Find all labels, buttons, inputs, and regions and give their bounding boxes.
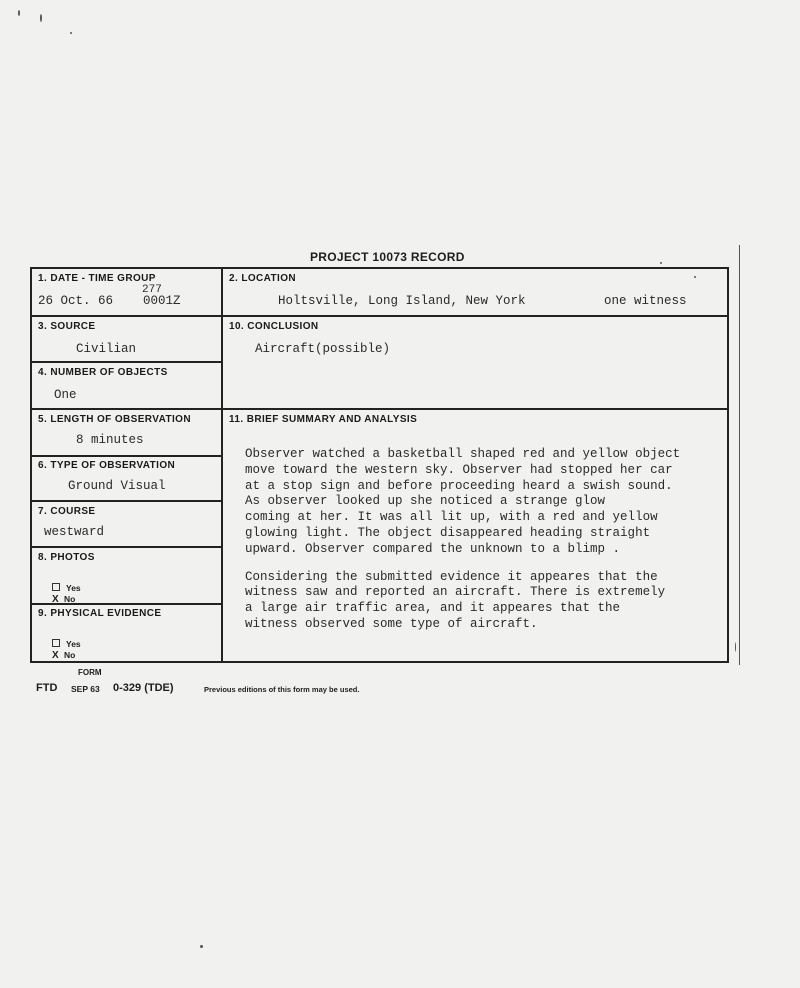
table-border-right bbox=[727, 267, 729, 663]
photos-label: 8. PHOTOS bbox=[38, 552, 95, 563]
form-title: PROJECT 10073 RECORD bbox=[310, 250, 465, 264]
row-divider bbox=[30, 455, 222, 457]
speck bbox=[735, 642, 736, 652]
conclusion-value: Aircraft(possible) bbox=[255, 342, 391, 356]
location-value: Holtsville, Long Island, New York bbox=[278, 294, 526, 308]
date-time-annotation: 277 bbox=[142, 284, 162, 296]
speck bbox=[18, 10, 20, 16]
speck bbox=[40, 14, 42, 22]
physical-no-checkbox: X bbox=[52, 650, 59, 661]
speck bbox=[694, 276, 696, 278]
type-obs-label: 6. TYPE OF OBSERVATION bbox=[38, 460, 176, 471]
physical-no-label: No bbox=[64, 650, 76, 660]
photos-no-label: No bbox=[64, 594, 76, 604]
footer-notice: Previous editions of this form may be used. bbox=[204, 685, 360, 694]
summary-paragraph-observation: Observer watched a basketball shaped red and yellow object move toward the western sky. Observer had stopped her car at a stop sign and before proceeding heard a swish sound. As observer looked up she noticed a strange glow coming at her. It was all lit up, with a red and yellow glowing light. The object disappeared heading straight upward. Observer compared the unknown to a blimp . bbox=[245, 447, 681, 556]
physical-label: 9. PHYSICAL EVIDENCE bbox=[38, 608, 162, 619]
physical-yes-label: Yes bbox=[66, 639, 81, 649]
physical-no-option bbox=[52, 645, 75, 663]
footer-date: SEP 63 bbox=[71, 684, 100, 694]
footer-form-number: 0-329 (TDE) bbox=[113, 682, 174, 694]
date-time-label: 1. DATE - TIME GROUP bbox=[38, 273, 156, 284]
footer-ftd: FTD bbox=[36, 682, 58, 694]
summary-label: 11. BRIEF SUMMARY AND ANALYSIS bbox=[229, 414, 418, 425]
table-border-top bbox=[30, 267, 729, 269]
photos-no-option bbox=[52, 589, 75, 607]
right-margin-line bbox=[739, 245, 740, 665]
length-label: 5. LENGTH OF OBSERVATION bbox=[38, 414, 191, 425]
speck bbox=[660, 262, 662, 264]
speck bbox=[70, 32, 72, 34]
summary-paragraph-analysis: Considering the submitted evidence it appeares that the witness saw and reported an aircraft. There is extremely a large air traffic area, and it appeares that the witness observed some type of aircraft. bbox=[245, 569, 666, 631]
row-divider bbox=[30, 500, 222, 502]
photos-yes-label: Yes bbox=[66, 583, 81, 593]
speck bbox=[200, 945, 203, 948]
footer-form-word: FORM bbox=[78, 668, 102, 677]
course-label: 7. COURSE bbox=[38, 506, 96, 517]
location-extra: one witness bbox=[604, 294, 687, 308]
course-value: westward bbox=[44, 525, 105, 539]
date-time-value: 26 Oct. 66 0001Z bbox=[38, 294, 181, 308]
summary-text bbox=[245, 447, 720, 645]
num-objects-value: One bbox=[54, 388, 77, 402]
row-divider bbox=[30, 315, 729, 317]
photos-no-checkbox: X bbox=[52, 594, 59, 605]
row-divider bbox=[30, 408, 729, 410]
source-value: Civilian bbox=[76, 342, 137, 356]
num-objects-label: 4. NUMBER OF OBJECTS bbox=[38, 367, 168, 378]
type-obs-value: Ground Visual bbox=[68, 479, 166, 493]
conclusion-label: 10. CONCLUSION bbox=[229, 321, 319, 332]
length-value: 8 minutes bbox=[76, 433, 144, 447]
location-label: 2. LOCATION bbox=[229, 273, 296, 284]
source-label: 3. SOURCE bbox=[38, 321, 96, 332]
table-border-bottom bbox=[30, 661, 729, 663]
row-divider bbox=[30, 546, 222, 548]
row-divider bbox=[30, 361, 222, 363]
